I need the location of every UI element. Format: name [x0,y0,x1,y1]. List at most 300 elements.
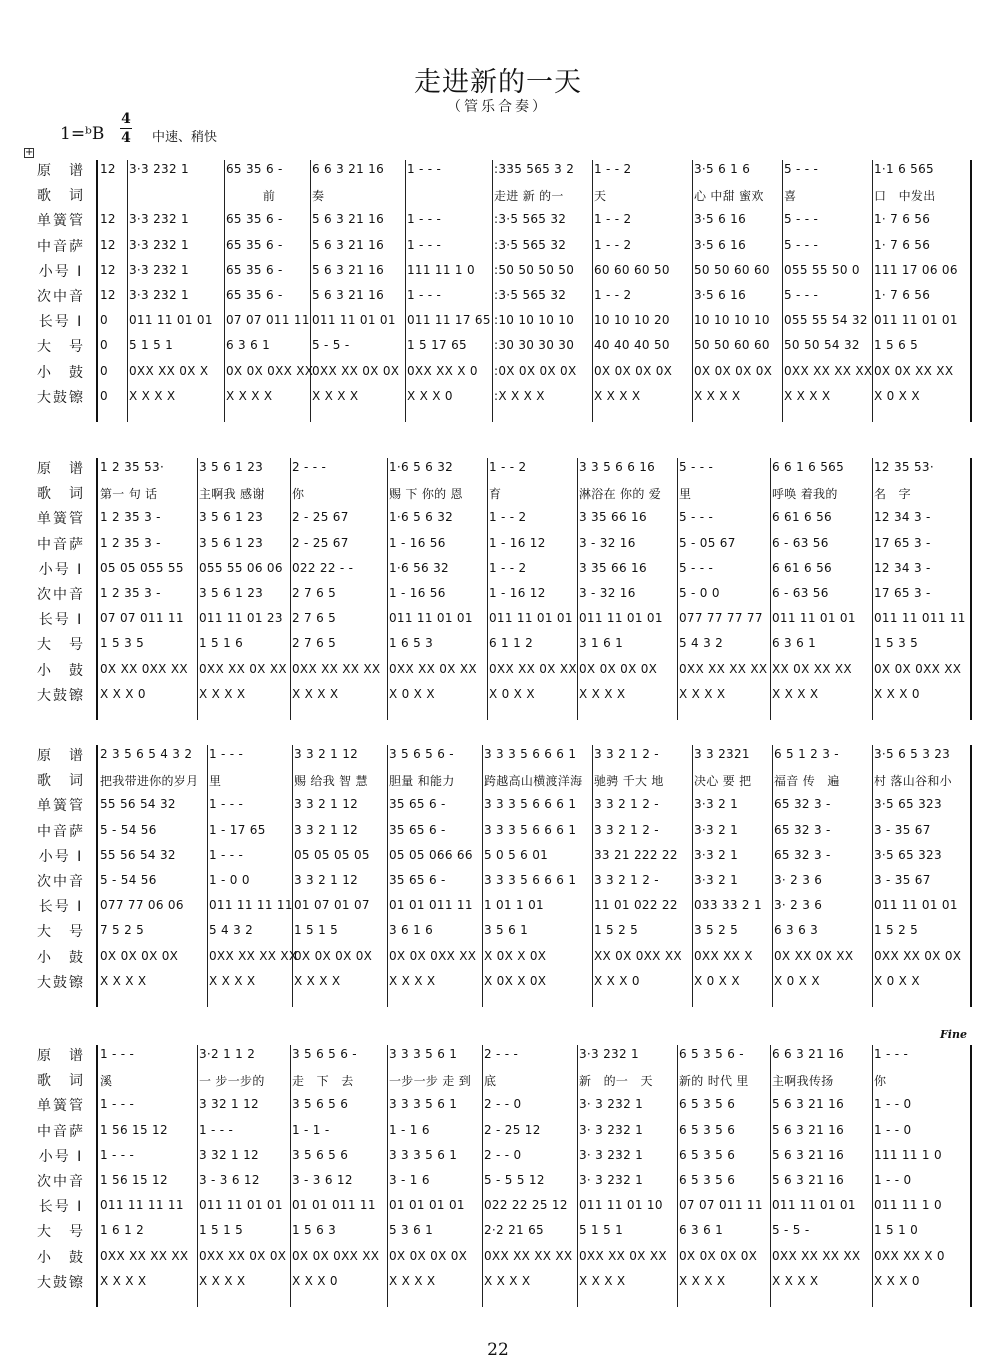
measure-notes: 6 6 1 6 565 [772,460,845,474]
measure-notes: 65 35 6 - [226,162,283,176]
measure-notes: :3·5 565 32 [494,288,567,302]
measure-notes: 111 11 1 0 [407,262,475,277]
measure-notes: 5 0 5 6 01 [484,847,549,862]
part-label: 大 号 [37,339,85,356]
barline [387,745,388,1007]
measure-notes: 05 05 055 55 [100,560,184,575]
lyric-text: 育 [489,487,502,502]
measure-notes: 111 11 1 0 [874,1147,942,1162]
measure-notes: 0X 0X 0X 0X [594,363,673,378]
part-label: 小号 I [38,561,84,578]
measure-notes: 1 - - 2 [594,237,632,252]
measure-notes: 6 61 6 56 [772,510,832,525]
barline [692,745,693,1007]
measure-notes: 011 11 01 23 [199,611,283,626]
lyric-text: 跨越高山横渡洋海 [484,774,583,789]
barline [127,160,128,422]
lyric-text: 前 [226,189,276,204]
measure-notes: 022 22 - - [292,560,354,575]
measure-notes: 1 2 35 3 - [100,510,161,525]
measure-notes: 3 5 6 1 23 [199,535,264,550]
measure-notes: 01 01 01 01 [389,1198,465,1213]
measure-notes: 3· 2 3 6 [774,873,823,887]
part-label: 中音萨 [37,536,85,553]
measure-notes: 1·6 5 6 32 [389,460,454,474]
measure-notes: X X X X [772,1273,819,1288]
measure-notes: :30 30 30 30 [494,338,575,353]
measure-notes: :0X 0X 0X 0X [494,363,577,378]
measure-notes: X X X 0 [292,1273,338,1288]
measure-notes: 0 [100,338,108,353]
measure-notes: 07 07 011 11 [226,313,310,328]
measure-notes: 0XX XX 0X XX [579,1248,667,1263]
measure-notes: 0XX XX 0X 0X [312,363,400,378]
score-system-1 [0,160,996,422]
measure-notes: X X X X [294,973,341,988]
measure-notes: 05 05 05 05 [294,847,370,862]
measure-notes: 01 07 01 07 [294,898,370,913]
measure-notes: 12 [100,212,116,227]
measure-notes: 65 32 3 - [774,822,831,837]
measure-notes: 0X 0X 0X 0X [579,661,658,676]
measure-notes: 1 - - 2 [594,212,632,227]
time-signature [120,112,132,145]
measure-notes: 12 [100,162,116,176]
measure-notes: 1 - - - [407,212,442,227]
measure-notes: 0XX XX 0X XX [389,661,477,676]
measure-notes: 50 50 60 60 [694,338,770,353]
lyric-text: 天 [594,189,607,204]
measure-notes: 55 56 54 32 [100,797,176,812]
measure-notes: 0XX XX XX XX [100,1248,189,1263]
page-subtitle: （管乐合奏） [447,99,549,115]
measure-notes: 1 5 3 5 [874,636,919,651]
measure-notes: X X X 0 [100,686,146,701]
measure-notes: 0XX XX 0X 0X [874,948,962,963]
part-label: 小号 I [38,848,84,865]
measure-notes: 3 3 2321 [694,747,750,761]
measure-notes: 5 1 5 1 [579,1223,624,1238]
barline [770,1045,771,1307]
barline [405,160,406,422]
score-system-2 [0,458,996,720]
lyric-text: 溪 [100,1074,113,1089]
measure-notes: X X X X [679,1273,726,1288]
measure-notes: X 0 X X [874,973,920,988]
part-label: 小 鼓 [37,1249,85,1266]
barline [487,458,488,720]
measure-notes: 3·3 232 1 [129,262,189,277]
measure-notes: 5 4 3 2 [209,923,254,938]
measure-notes: 3·5 6 16 [694,288,747,302]
part-label: 中音萨 [37,1123,85,1140]
measure-notes: 3 - 35 67 [874,822,931,837]
measure-notes: 3 3 3 5 6 1 [389,1097,458,1112]
part-label: 歌 词 [37,1073,85,1090]
measure-notes: X X X X [100,973,147,988]
measure-notes: 0X 0X 0X 0X [100,948,179,963]
measure-notes: 6 6 3 21 16 [772,1047,845,1061]
part-label: 原 谱 [37,163,85,179]
measure-notes: X 0 X X [389,686,435,701]
barline [872,1045,873,1307]
barline [970,458,972,720]
part-label: 单簧管 [37,213,85,230]
measure-notes: X X X X [389,1273,436,1288]
part-label: 次中音 [37,874,85,890]
measure-notes: 0X XX 0X XX [774,948,854,963]
measure-notes: 3 35 66 16 [579,510,647,525]
barline [292,745,293,1007]
measure-notes: 3·3 2 1 [694,873,739,887]
lyric-text: 一 步一步的 [199,1074,265,1089]
measure-notes: :3·5 565 32 [494,237,567,252]
expand-toggle-icon[interactable]: + [25,147,34,158]
measure-notes: 0XX XX 0X XX [489,661,577,676]
part-label: 单簧管 [37,798,85,815]
measure-notes: X X X X [484,1273,531,1288]
lyric-text: 里 [209,774,222,789]
part-label: 长号 I [38,1199,84,1216]
measure-notes: 1 - - - [209,847,244,862]
meter-top: 4 [121,111,131,127]
measure-notes: 1 6 5 3 [389,636,434,651]
part-label: 次中音 [37,289,85,305]
measure-notes: 3 3 3 5 6 6 6 1 [484,873,577,887]
measure-notes: 3 - 32 16 [579,535,636,550]
barline [482,745,483,1007]
part-label: 大 号 [37,924,85,941]
measure-notes: 2 - 25 67 [292,535,349,550]
measure-notes: 6 5 3 5 6 [679,1122,736,1137]
barline [770,458,771,720]
measure-notes: 0XX XX XX XX [784,363,873,378]
measure-notes: 055 55 06 06 [199,560,283,575]
measure-notes: X X X X [100,1273,147,1288]
measure-notes: 3 3 2 1 12 [294,747,359,761]
lyric-text: 呼唤 着我的 [772,487,838,502]
measure-notes: 55 56 54 32 [100,847,176,862]
measure-notes: 3· 3 232 1 [579,1122,644,1137]
part-label: 长号 I [38,612,84,629]
lyric-text: 心 中甜 蜜欢 [694,189,764,204]
measure-notes: 3·3 232 1 [129,212,189,227]
measure-notes: X X X X [209,973,256,988]
measure-notes: 5 - - - [784,237,819,252]
barline [782,160,783,422]
measure-notes: 0X XX 0XX XX [100,661,188,676]
measure-notes: 1 5 17 65 [407,338,467,353]
measure-notes: 3 3 3 5 6 6 6 1 [484,822,577,837]
lyric-text: 一步一步 走 到 [389,1074,472,1089]
measure-notes: 3 5 6 5 6 [292,1097,349,1112]
measure-notes: 3 - 3 6 12 [292,1173,353,1187]
measure-notes: 1 5 2 5 [874,923,919,938]
measure-notes: 6 3 6 1 [679,1223,724,1238]
lyric-text: 新 的一 天 [579,1074,653,1089]
measure-notes: 5 - - - [784,288,819,302]
barline [872,160,873,422]
fine-marking: Fine [940,1028,967,1041]
measure-notes: 10 10 10 10 [694,313,770,328]
measure-notes: 0XX XX 0X XX [199,661,287,676]
lyric-text: 底 [484,1074,497,1089]
measure-notes: 6 5 3 5 6 [679,1097,736,1112]
measure-notes: 3·5 6 5 3 23 [874,747,951,761]
measure-notes: 5 - 5 - [312,338,350,353]
part-label: 大鼓镲 [37,1274,85,1291]
lyric-text: 你 [292,487,305,502]
measure-notes: 5 - - - [679,560,714,575]
measure-notes: 3 32 1 12 [199,1147,259,1162]
measure-notes: 0XX XX X [694,948,753,963]
measure-notes: 3 1 6 1 [579,636,624,651]
measure-notes: 3 - 35 67 [874,873,931,887]
measure-notes: 1 - - - [209,797,244,812]
measure-notes: 3· 3 232 1 [579,1147,644,1162]
barline [197,1045,198,1307]
measure-notes: 05 05 066 66 [389,847,473,862]
part-label: 歌 词 [37,188,85,205]
measure-notes: 12 34 3 - [874,560,931,575]
measure-notes: 3 5 6 1 [484,923,529,938]
measure-notes: 0XX XX XX XX [679,661,768,676]
measure-notes: 5 6 3 21 16 [312,212,385,227]
measure-notes: 2 7 6 5 [292,586,337,600]
measure-notes: 011 11 11 11 [209,898,293,913]
lyric-text: 新的 时代 里 [679,1074,749,1089]
measure-notes: 50 50 54 32 [784,338,860,353]
measure-notes: 17 65 3 - [874,535,931,550]
measure-notes: 3·5 6 16 [694,212,747,227]
measure-notes: 3 35 66 16 [579,560,647,575]
measure-notes: 0X 0X 0XX XX [389,948,477,963]
measure-notes: 5 1 5 1 [129,338,174,353]
measure-notes: 12 35 53· [874,460,934,474]
measure-notes: X X X X [772,686,819,701]
measure-notes: 3 3 2 1 2 - [594,873,659,887]
lyric-text: 赐 给我 智 慧 [294,774,368,789]
measure-notes: 0 [100,313,108,328]
measure-notes: XX 0X 0XX XX [594,948,682,963]
measure-notes: 6 - 63 56 [772,586,829,600]
measure-notes: 1·6 5 6 32 [389,510,454,525]
measure-notes: :335 565 3 2 [494,162,575,176]
measure-notes: 5 6 3 21 16 [772,1173,845,1187]
lyric-text: 主啊我 感谢 [199,487,265,502]
measure-notes: 6 5 3 5 6 - [679,1047,744,1061]
measure-notes: 2 - - - [484,1047,519,1061]
measure-notes: 5 - - - [784,162,819,176]
measure-notes: X X X X [199,686,246,701]
barline [592,745,593,1007]
measure-notes: 3·5 6 1 6 [694,162,751,176]
measure-notes: 5 - 54 56 [100,873,157,887]
measure-notes: 011 11 011 11 [874,611,966,626]
measure-notes: 3 32 1 12 [199,1097,259,1112]
lyric-text: 走进 新 的一 [494,189,564,204]
measure-notes: 3 - 1 6 [389,1173,430,1187]
measure-notes: 5 3 6 1 [389,1223,434,1238]
measure-notes: 3 - 3 6 12 [199,1173,260,1187]
measure-notes: 3 3 2 1 12 [294,822,359,837]
measure-notes: 1 5 2 5 [594,923,639,938]
barline [970,160,972,422]
lyric-text: 把我带进你的岁月 [100,774,199,789]
measure-notes: 6 3 6 1 [772,636,817,651]
measure-notes: 5 - 05 67 [679,535,736,550]
barline [492,160,493,422]
barline [677,1045,678,1307]
measure-notes: 3·5 65 323 [874,847,942,862]
measure-notes: 2 - 25 67 [292,510,349,525]
measure-notes: 2 - - - [292,460,327,474]
measure-notes: 1 5 1 0 [874,1223,919,1238]
part-label: 歌 词 [37,773,85,790]
measure-notes: 3·3 232 1 [129,162,189,176]
measure-notes: 1 5 1 6 [199,636,244,651]
measure-notes: 3 6 1 6 [389,923,434,938]
lyric-text: 赐 下 你的 恩 [389,487,463,502]
barline [577,1045,578,1307]
measure-notes: 65 32 3 - [774,797,831,812]
measure-notes: 1 2 35 3 - [100,535,161,550]
measure-notes: 1 - - - [874,1047,909,1061]
measure-notes: X X X X [129,388,176,403]
measure-notes: 011 11 17 65 [407,313,491,328]
measure-notes: X X X X [292,686,339,701]
lyric-text: 你 [874,1074,887,1089]
lyric-text: 胆量 和能力 [389,774,455,789]
measure-notes: 6 5 1 2 3 - [774,747,839,761]
measure-notes: 5 6 3 21 16 [312,262,385,277]
measure-notes: 1 - 1 - [292,1122,330,1137]
measure-notes: 1 56 15 12 [100,1122,168,1137]
measure-notes: 1 - - - [407,288,442,302]
lyric-text: 走 下 去 [292,1074,354,1089]
part-label: 原 谱 [37,748,85,764]
measure-notes: X 0 X X [774,973,820,988]
measure-notes: 1 - - - [199,1122,234,1137]
measure-notes: 011 11 01 01 [312,313,396,328]
measure-notes: 65 35 6 - [226,237,283,252]
measure-notes: 6 6 3 21 16 [312,162,385,176]
measure-notes: 055 55 54 32 [784,313,868,328]
measure-notes: 5 - - - [679,510,714,525]
barline [290,458,291,720]
measure-notes: :X X X X [494,388,545,403]
measure-notes: 1 5 3 5 [100,636,145,651]
measure-notes: X X X X [594,388,641,403]
measure-notes: 077 77 77 77 [679,611,763,626]
score-system-4 [0,1045,996,1307]
measure-notes: 3·3 232 1 [579,1047,639,1061]
measure-notes: 12 [100,262,116,277]
measure-notes: X X X X [579,1273,626,1288]
lyric-text: 里 [679,487,692,502]
measure-notes: 12 34 3 - [874,510,931,525]
measure-notes: X 0X X 0X [484,948,547,963]
lyric-text: 村 落山谷和小 [874,774,952,789]
measure-notes: 60 60 60 50 [594,262,670,277]
measure-notes: X X X X [784,388,831,403]
measure-notes: X 0 X X [874,388,920,403]
measure-notes: 011 11 01 01 [772,1198,856,1213]
measure-notes: 2 3 5 6 5 4 3 2 [100,747,193,761]
measure-notes: 65 35 6 - [226,212,283,227]
measure-notes: 07 07 011 11 [100,611,184,626]
barline [197,458,198,720]
measure-notes: 5 6 3 21 16 [772,1147,845,1162]
barline [772,745,773,1007]
barline [207,745,208,1007]
measure-notes: 2 - - 0 [484,1097,522,1112]
measure-notes: 0XX XX X 0 [874,1248,945,1263]
measure-notes: X 0 X X [489,686,535,701]
part-label: 原 谱 [37,1048,85,1064]
measure-notes: 11 01 022 22 [594,898,678,913]
measure-notes: 0X 0X 0X 0X [389,1248,468,1263]
measure-notes: 0X 0X 0XX XX [292,1248,380,1263]
measure-notes: 1 - - - [100,1147,135,1162]
measure-notes: 65 32 3 - [774,847,831,862]
measure-notes: 3·3 2 1 [694,797,739,812]
measure-notes: X X X X [694,388,741,403]
measure-notes: 3·3 232 1 [129,237,189,252]
measure-notes: 3 5 6 5 6 [292,1147,349,1162]
measure-notes: 5 6 3 21 16 [772,1097,845,1112]
measure-notes: 3·3 2 1 [694,847,739,862]
measure-notes: 0XX XX 0X X [129,363,209,378]
part-label: 大鼓镲 [37,974,85,991]
measure-notes: :3·5 565 32 [494,212,567,227]
measure-notes: 3· 3 232 1 [579,1097,644,1112]
measure-notes: X X X 0 [407,388,453,403]
measure-notes: 1 - - - [209,747,244,761]
measure-notes: 5 - - - [679,460,714,474]
barline [692,160,693,422]
measure-notes: 5 - 5 - [772,1223,810,1238]
part-label: 小号 I [38,263,84,280]
measure-notes: 1 56 15 12 [100,1173,168,1187]
measure-notes: 3·5 6 16 [694,237,747,252]
measure-notes: 011 11 01 01 [772,611,856,626]
barline [482,1045,483,1307]
measure-notes: 10 10 10 20 [594,313,670,328]
measure-notes: 1 - - - [407,237,442,252]
measure-notes: 011 11 01 10 [579,1198,663,1213]
measure-notes: 011 11 01 01 [874,898,958,913]
measure-notes: X 0 X X [694,973,740,988]
measure-notes: 0X 0X 0X 0X [294,948,373,963]
measure-notes: 3 5 6 5 6 - [389,747,454,761]
measure-notes: 1 - 16 12 [489,586,546,600]
measure-notes: 3 3 2 1 2 - [594,797,659,812]
measure-notes: 3 3 3 5 6 1 [389,1147,458,1162]
measure-notes: 1 - - 2 [489,460,527,474]
measure-notes: 01 01 011 11 [389,898,473,913]
measure-notes: 3· 3 232 1 [579,1173,644,1187]
measure-notes: 01 01 011 11 [292,1198,376,1213]
measure-notes: 3 3 3 5 6 6 6 1 [484,797,577,812]
page-number: 22 [487,1340,509,1360]
measure-notes: 1 5 6 5 [874,338,919,353]
measure-notes: 35 65 6 - [389,873,446,887]
measure-notes: 40 40 40 50 [594,338,670,353]
part-label: 大 号 [37,1224,85,1241]
tempo-marking: 中速、稍快 [152,130,218,145]
measure-notes: 1 - - 2 [489,560,527,575]
